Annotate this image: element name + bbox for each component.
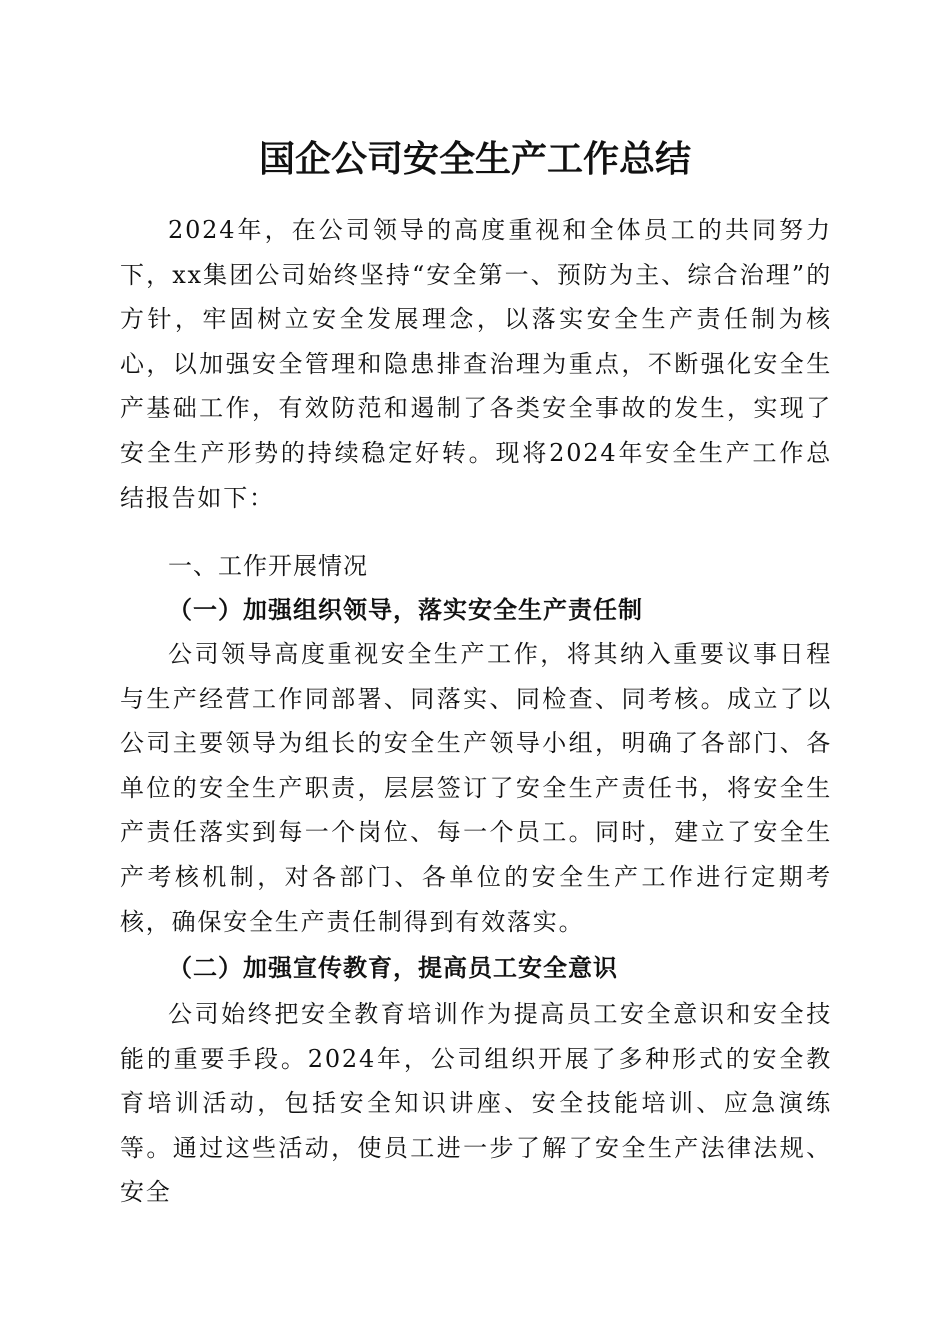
subsection-1-paragraph: 公司领导高度重视安全生产工作，将其纳入重要议事日程与生产经营工作同部署、同落实、同检查、同考核。成立了以公司主要领导为组长的安全生产领导小组，明确了各部门、各单位的安全生产职责，层层签订了安全生产责任书，将安全生产责任落实到每一个岗位、每一个员工。同时，建立了安全生产考核机制，对各部门、各单位的安全生产工作进行定期考核，确保安全生产责任制得到有效落实。 [120, 640, 832, 936]
subsection-heading-2: （二）加强宣传教育，提高员工安全意识 [168, 953, 618, 982]
intro-paragraph: 2024年，在公司领导的高度重视和全体员工的共同努力下，xx集团公司始终坚持“安全第一、预防为主、综合治理”的方针，牢固树立安全发展理念，以落实安全生产责任制为核心，以加强安全管理和隐患排查治理为重点，不断强化安全生产基础工作，有效防范和遏制了各类安全事故的发生，实现了安全生产形势的持续稳定好转。现将2024年安全生产工作总结报告如下： [120, 216, 832, 512]
subsection-2-paragraph: 公司始终把安全教育培训作为提高员工安全意识和安全技能的重要手段。2024年，公司组织开展了多种形式的安全教育培训活动，包括安全知识讲座、安全技能培训、应急演练等。通过这些活动，使员工进一步了解了安全生产法律法规、安全 [120, 1000, 832, 1207]
document-title: 国企公司安全生产工作总结 [258, 139, 691, 180]
section-heading-1: 一、工作开展情况 [168, 552, 368, 580]
subsection-heading-1: （一）加强组织领导，落实安全生产责任制 [168, 595, 643, 624]
